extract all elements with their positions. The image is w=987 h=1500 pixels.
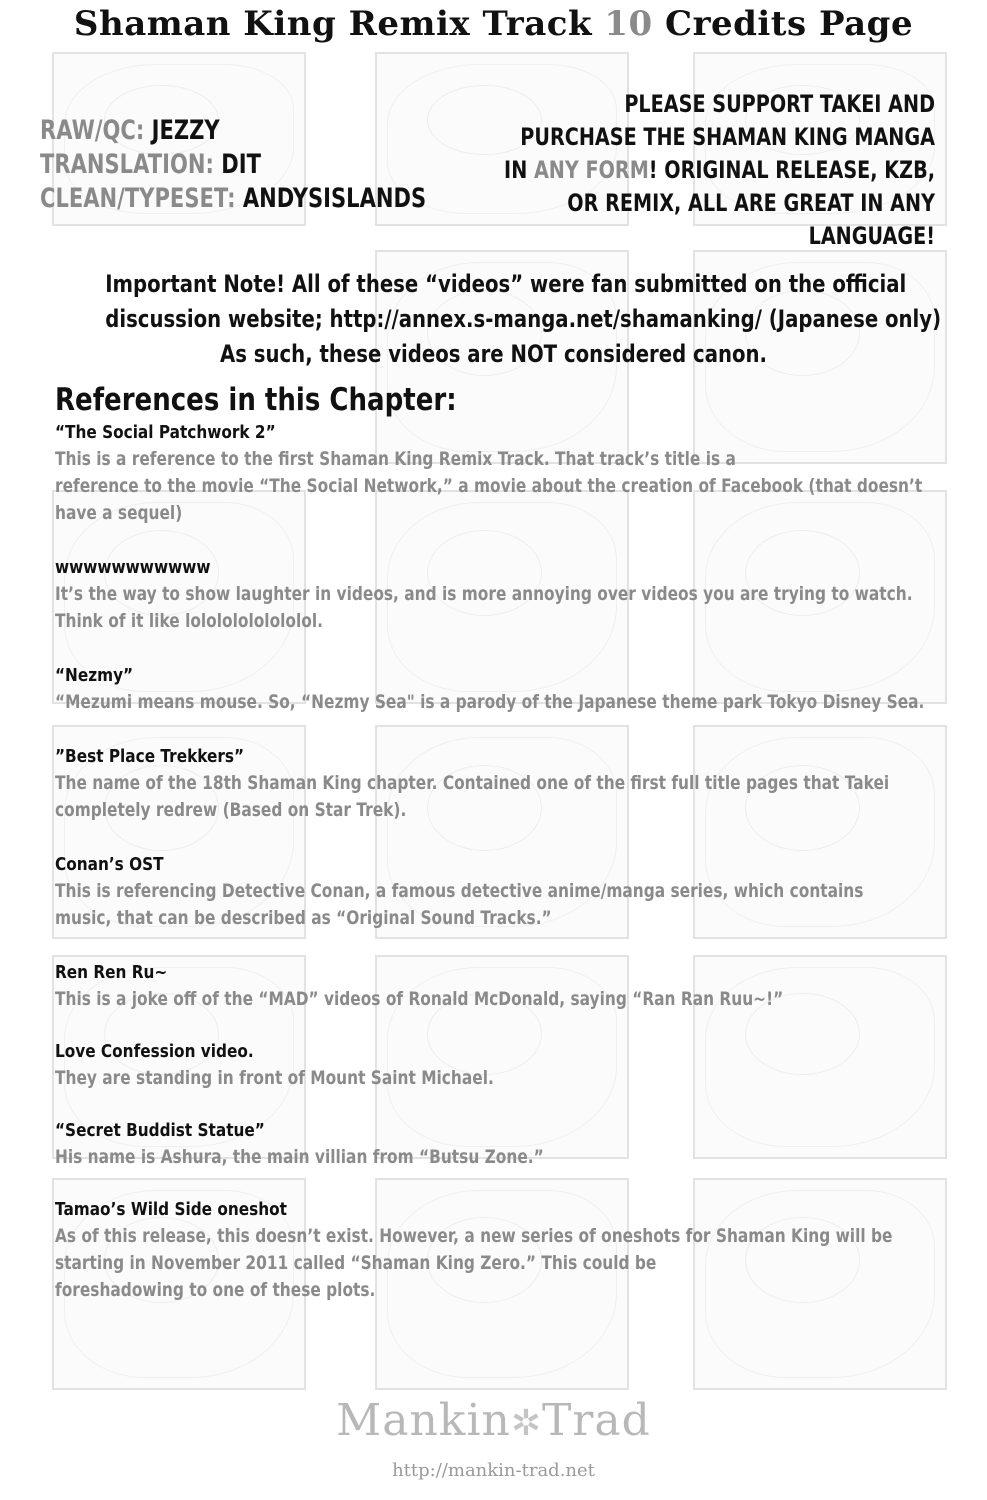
reference-description <box>55 1065 954 1092</box>
logo-text-left: Mankin <box>336 1395 511 1446</box>
reference-description <box>55 1223 954 1304</box>
reference-line: completely redrew (Based on Star Trek). <box>55 799 407 821</box>
reference-title: “The Social Patchwork 2” <box>55 422 276 443</box>
note-line: discussion website; http://annex.s-manga.net/shamanking/ (Japanese only) <box>105 305 942 333</box>
reference-line: starting in November 2011 called “Shaman King Zero.” This could be <box>55 1252 657 1274</box>
support-highlight: ANY FORM <box>533 156 649 184</box>
reference-item <box>55 960 985 1013</box>
references-list <box>55 420 985 1326</box>
reference-line: music, that can be described as “Original Sound Tracks.” <box>55 907 552 929</box>
credits-block <box>40 114 426 216</box>
reference-item <box>55 555 985 635</box>
note-line: Important Note! All of these “videos” were fan submitted on the official <box>105 270 907 298</box>
reference-description <box>55 1144 954 1171</box>
support-line: LANGUAGE! <box>808 222 935 250</box>
credit-row-clean-typeset <box>40 182 426 216</box>
reference-line: The name of the 18th Shaman King chapter. Contained one of the first full title pages that Takei <box>55 772 890 794</box>
reference-line: His name is Ashura, the main villian from “Butsu Zone.” <box>55 1146 544 1168</box>
support-line <box>487 154 935 187</box>
title-part-1: Shaman King Remix Track <box>73 4 605 44</box>
reference-line: This is a joke off of the “MAD” videos of Ronald McDonald, saying “Ran Ran Ruu~!” <box>55 988 784 1010</box>
credit-value: DIT <box>221 149 261 180</box>
important-note <box>20 267 967 372</box>
logo-text-right: Trad <box>542 1395 651 1446</box>
reference-title: Ren Ren Ru~ <box>55 962 168 983</box>
reference-description <box>55 770 954 824</box>
reference-item <box>55 420 985 527</box>
reference-line: have a sequel) <box>55 502 183 524</box>
reference-line: Think of it like lolololololololol. <box>55 610 323 632</box>
reference-line: This is referencing Detective Conan, a famous detective anime/manga series, which contains <box>55 880 864 902</box>
reference-title: Love Confession video. <box>55 1041 254 1062</box>
credit-row-translation <box>40 148 426 182</box>
reference-description <box>55 581 954 635</box>
flower-icon: ✲ <box>510 1403 543 1444</box>
reference-item <box>55 852 985 932</box>
support-line: PLEASE SUPPORT TAKEI AND <box>624 90 935 118</box>
credit-label: CLEAN/TYPESET: <box>40 183 236 214</box>
reference-item <box>55 1118 985 1171</box>
reference-title: wwwwwwwwwww <box>55 557 211 578</box>
reference-line: foreshadowing to one of these plots. <box>55 1279 376 1301</box>
reference-description <box>55 986 954 1013</box>
credit-label: TRANSLATION: <box>40 149 214 180</box>
credit-value: ANDYSISLANDS <box>242 183 427 214</box>
reference-title: “Secret Buddist Statue” <box>55 1120 265 1141</box>
reference-title: Conan’s OST <box>55 854 164 875</box>
reference-title: ”Best Place Trekkers” <box>55 746 245 767</box>
reference-line: reference to the movie “The Social Network,” a movie about the creation of Facebook (that doesn’t <box>55 475 923 497</box>
support-message <box>487 88 935 253</box>
title-track-number: 10 <box>604 4 653 44</box>
reference-description <box>55 878 954 932</box>
reference-item <box>55 1039 985 1092</box>
references-heading: References in this Chapter: <box>55 382 457 418</box>
support-line: PURCHASE THE SHAMAN KING MANGA <box>520 123 935 151</box>
credit-row-raw-qc <box>40 114 426 148</box>
title-part-2: Credits Page <box>652 4 914 44</box>
credit-label: RAW/QC: <box>40 115 145 146</box>
reference-item <box>55 1197 985 1304</box>
group-logo <box>0 1395 987 1446</box>
reference-description <box>55 446 954 527</box>
reference-line: They are standing in front of Mount Saint Michael. <box>55 1067 494 1089</box>
support-line-post: ! ORIGINAL RELEASE, KZB, <box>648 156 935 184</box>
reference-line: It’s the way to show laughter in videos, and is more annoying over videos you are trying to watch. <box>55 583 913 605</box>
support-line-pre: IN <box>504 156 534 184</box>
page-title <box>0 4 987 44</box>
reference-title: Tamao’s Wild Side oneshot <box>55 1199 287 1220</box>
reference-item <box>55 663 985 716</box>
footer-url: http://mankin-trad.net <box>392 1460 595 1481</box>
reference-description <box>55 689 954 716</box>
support-line: OR REMIX, ALL ARE GREAT IN ANY <box>567 189 935 217</box>
reference-title: “Nezmy” <box>55 665 134 686</box>
credit-value: JEZZY <box>151 115 220 146</box>
reference-line: As of this release, this doesn’t exist. However, a new series of oneshots for Shaman King will be <box>55 1225 893 1247</box>
reference-line: “Mezumi means mouse. So, “Nezmy Sea" is a parody of the Japanese theme park Tokyo Disney Sea. <box>55 691 925 713</box>
note-line: As such, these videos are NOT considered canon. <box>219 340 767 368</box>
reference-line: This is a reference to the first Shaman King Remix Track. That track’s title is a <box>55 448 736 470</box>
reference-item <box>55 744 985 824</box>
